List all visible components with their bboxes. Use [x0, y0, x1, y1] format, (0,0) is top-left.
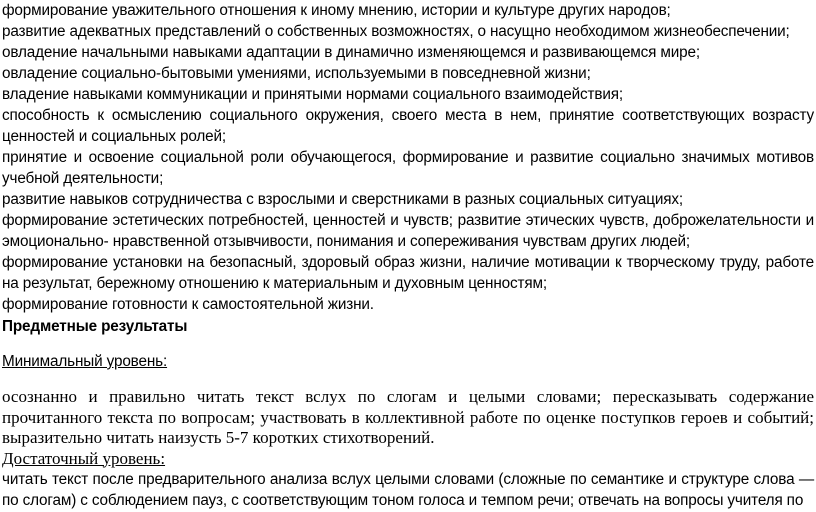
sufficient-level-heading: Достаточный уровень:: [2, 448, 166, 468]
list-item: формирование установки на безопасный, здоровый образ жизни, наличие мотивации к творческому труду, работе на результат, бережному отношению к материальным и духовным ценностям;: [2, 254, 814, 292]
list-item: развитие адекватных представлений о собственных возможностях, о насущно необходимом жизнеобеспечении;: [2, 23, 790, 40]
personal-results-list: [2, 0, 814, 315]
subject-results-heading: Предметные результаты: [2, 318, 188, 335]
list-item: способность к осмыслению социального окружения, своего места в нем, принятие соответствующих возрасту ценностей и социальных ролей;: [2, 107, 814, 145]
list-item: развитие навыков сотрудничества с взрослыми и сверстниками в разных социальных ситуациях;: [2, 191, 684, 208]
list-item: формирование уважительного отношения к иному мнению, истории и культуре других народов;: [2, 2, 671, 19]
list-item: владение навыками коммуникации и принятыми нормами социального взаимодействия;: [2, 86, 623, 103]
list-item: овладение начальными навыками адаптации в динамично изменяющемся и развивающемся мире;: [2, 44, 700, 61]
list-item: формирование готовности к самостоятельной жизни.: [2, 296, 374, 313]
minimal-level-heading: Минимальный уровень:: [2, 353, 168, 370]
list-item: принятие и освоение социальной роли обучающегося, формирование и развитие социально значимых мотивов учебной деятельности;: [2, 149, 814, 187]
list-item: формирование эстетических потребностей, ценностей и чувств; развитие этических чувств, доброжелательности и эмоционально- нравственной отзывчивости, понимания и сопереживания чувствам других людей;: [2, 212, 814, 250]
minimal-level-text: осознанно и правильно читать текст вслух по слогам и целыми словами; пересказывать содержание прочитанного текста по вопросам; участвовать в коллективной работе по оценке поступков героев и событий; выразительно читать наизусть 5-7 коротких стихотворений.: [2, 387, 814, 447]
sufficient-level-text: читать текст после предварительного анализа вслух целыми словами (сложные по семантике и структуре слова — по слогам) с соблюдением пауз, с соответствующим тоном голоса и темпом речи; отвечать на вопросы учителя по: [2, 471, 814, 509]
list-item: овладение социально-бытовыми умениями, используемыми в повседневной жизни;: [2, 65, 591, 82]
